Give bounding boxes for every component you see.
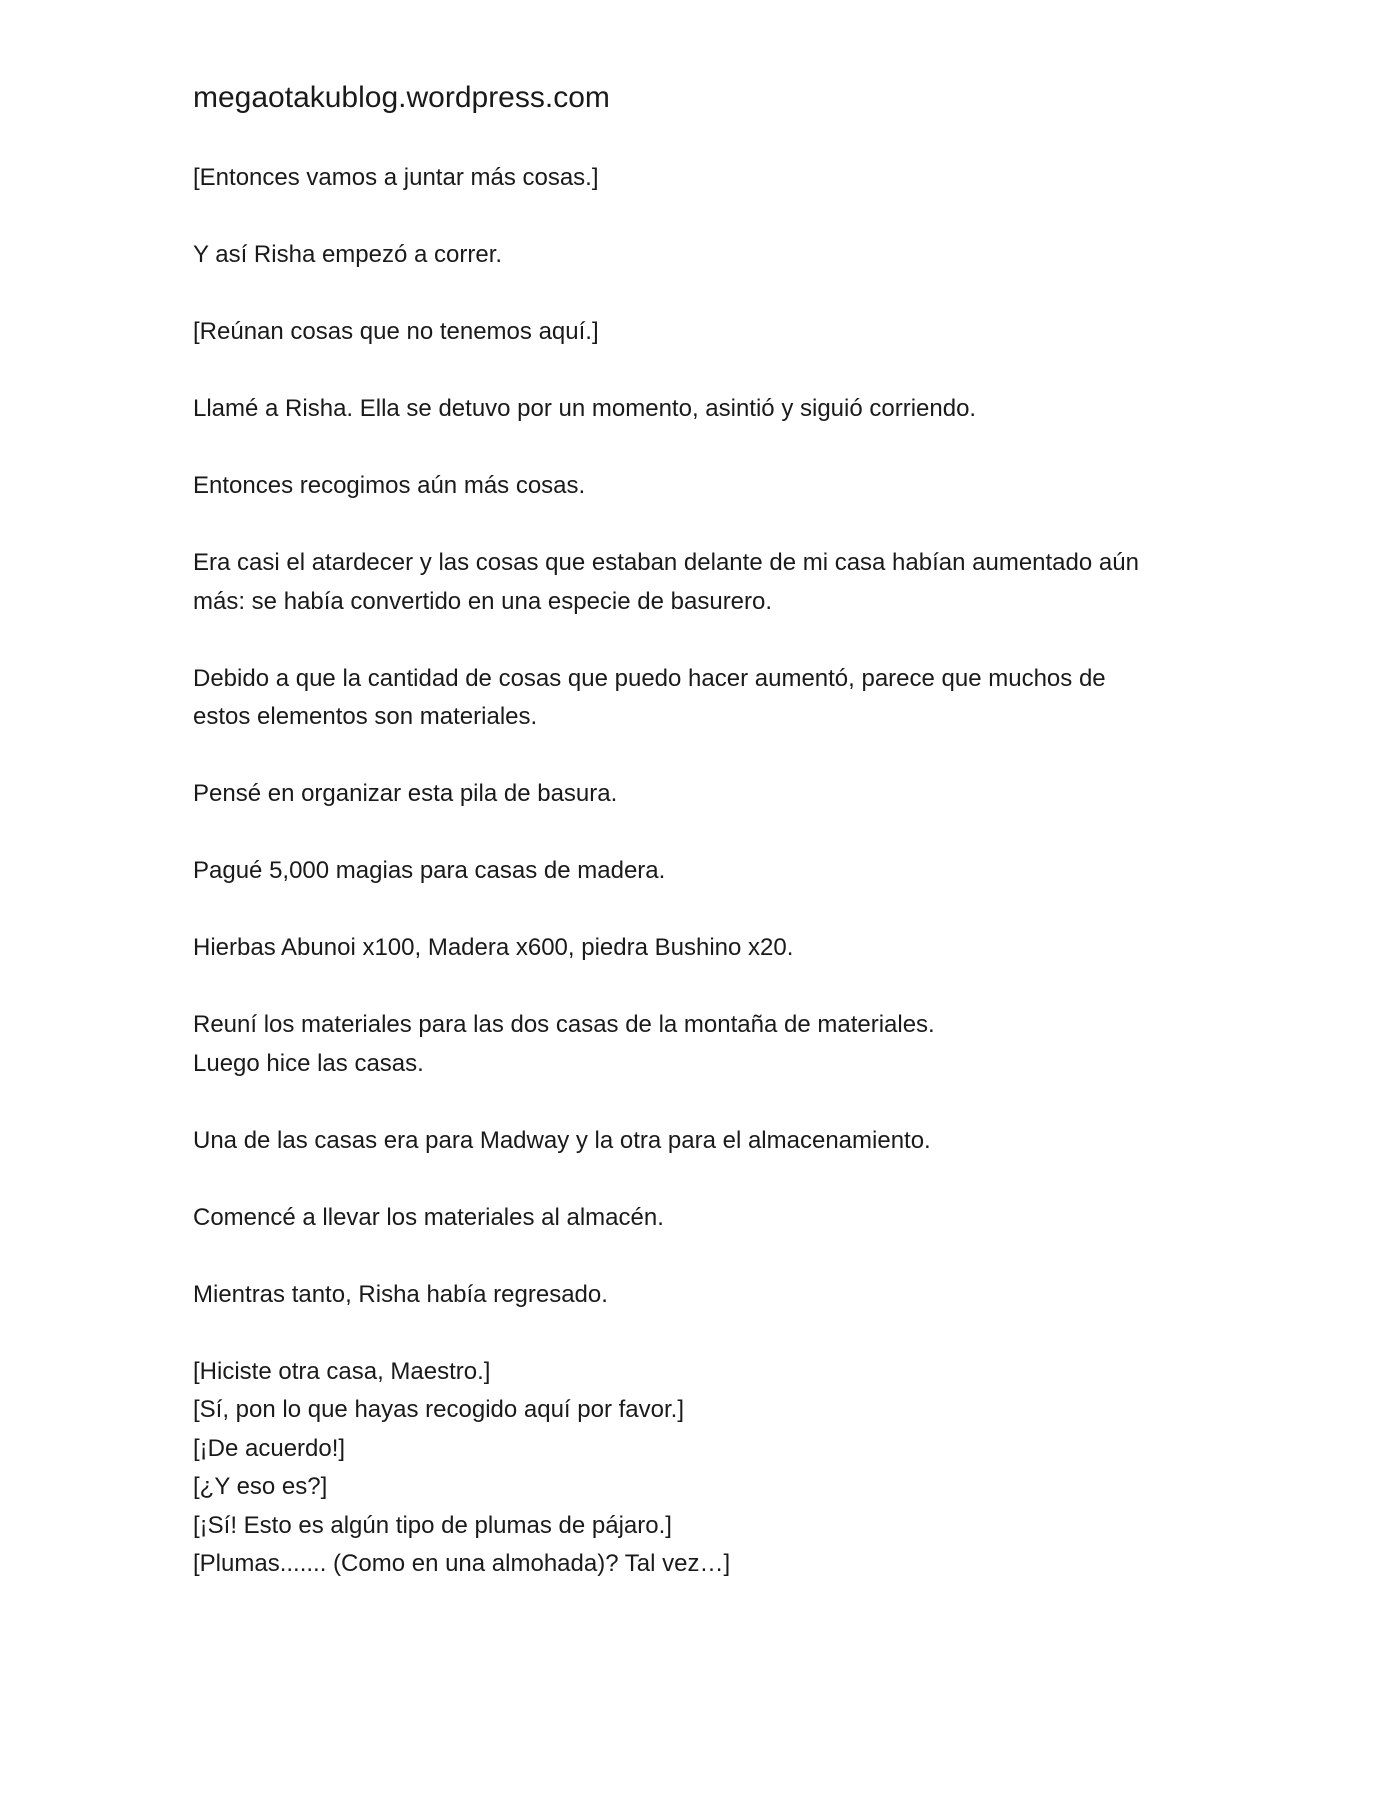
document-body — [193, 159, 1203, 1622]
paragraph — [193, 313, 1203, 352]
paragraph — [193, 159, 1203, 198]
text-line: Hierbas Abunoi x100, Madera x600, piedra Bushino x20. — [193, 934, 794, 961]
dialogue-line: [¡De acuerdo!] — [193, 1434, 346, 1462]
paragraph — [193, 544, 1203, 621]
site-header: megaotakublog.wordpress.com — [193, 81, 610, 114]
paragraph — [193, 467, 1203, 506]
paragraph — [193, 390, 1203, 429]
text-line: Comencé a llevar los materiales al almacén. — [193, 1203, 664, 1231]
text-line: Debido a que la cantidad de cosas que puedo hacer aumentó, parece que muchos de — [193, 664, 1106, 692]
paragraph — [193, 236, 1203, 275]
text-line: Era casi el atardecer y las cosas que estaban delante de mi casa habían aumentado aún — [193, 549, 1139, 576]
dialogue-line: [Sí, pon lo que hayas recogido aquí por favor.] — [193, 1396, 684, 1423]
text-line: Mientras tanto, Risha había regresado. — [193, 1280, 608, 1308]
dialogue-line: [¿Y eso es?] — [193, 1473, 328, 1500]
paragraph — [193, 1276, 1203, 1315]
dialogue-block — [193, 1353, 1203, 1584]
text-line: estos elementos son materiales. — [193, 703, 538, 730]
text-line: Reuní los materiales para las dos casas de la montaña de materiales. — [193, 1011, 935, 1038]
paragraph — [193, 660, 1203, 737]
text-line: Una de las casas era para Madway y la otra para el almacenamiento. — [193, 1126, 931, 1154]
text-line: Pagué 5,000 magias para casas de madera. — [193, 857, 666, 884]
text-line: más: se había convertido en una especie de basurero. — [193, 587, 773, 615]
paragraph — [193, 1199, 1203, 1238]
text-line: Pensé en organizar esta pila de basura. — [193, 780, 618, 807]
paragraph — [193, 1122, 1203, 1161]
dialogue-line: [¡Sí! Esto es algún tipo de plumas de pájaro.] — [193, 1511, 672, 1539]
text-line: Entonces recogimos aún más cosas. — [193, 472, 586, 499]
paragraph — [193, 775, 1203, 814]
text-line: [Reúnan cosas que no tenemos aquí.] — [193, 318, 599, 345]
text-line: Y así Risha empezó a correr. — [193, 241, 503, 268]
text-line: Llamé a Risha. Ella se detuvo por un momento, asintió y siguió corriendo. — [193, 395, 977, 422]
text-line: [Entonces vamos a juntar más cosas.] — [193, 164, 599, 191]
paragraph — [193, 852, 1203, 891]
paragraph — [193, 1006, 1203, 1083]
dialogue-line: [Plumas....... (Como en una almohada)? Tal vez…] — [193, 1550, 731, 1577]
text-line: Luego hice las casas. — [193, 1049, 424, 1077]
dialogue-line: [Hiciste otra casa, Maestro.] — [193, 1357, 491, 1385]
paragraph — [193, 929, 1203, 968]
